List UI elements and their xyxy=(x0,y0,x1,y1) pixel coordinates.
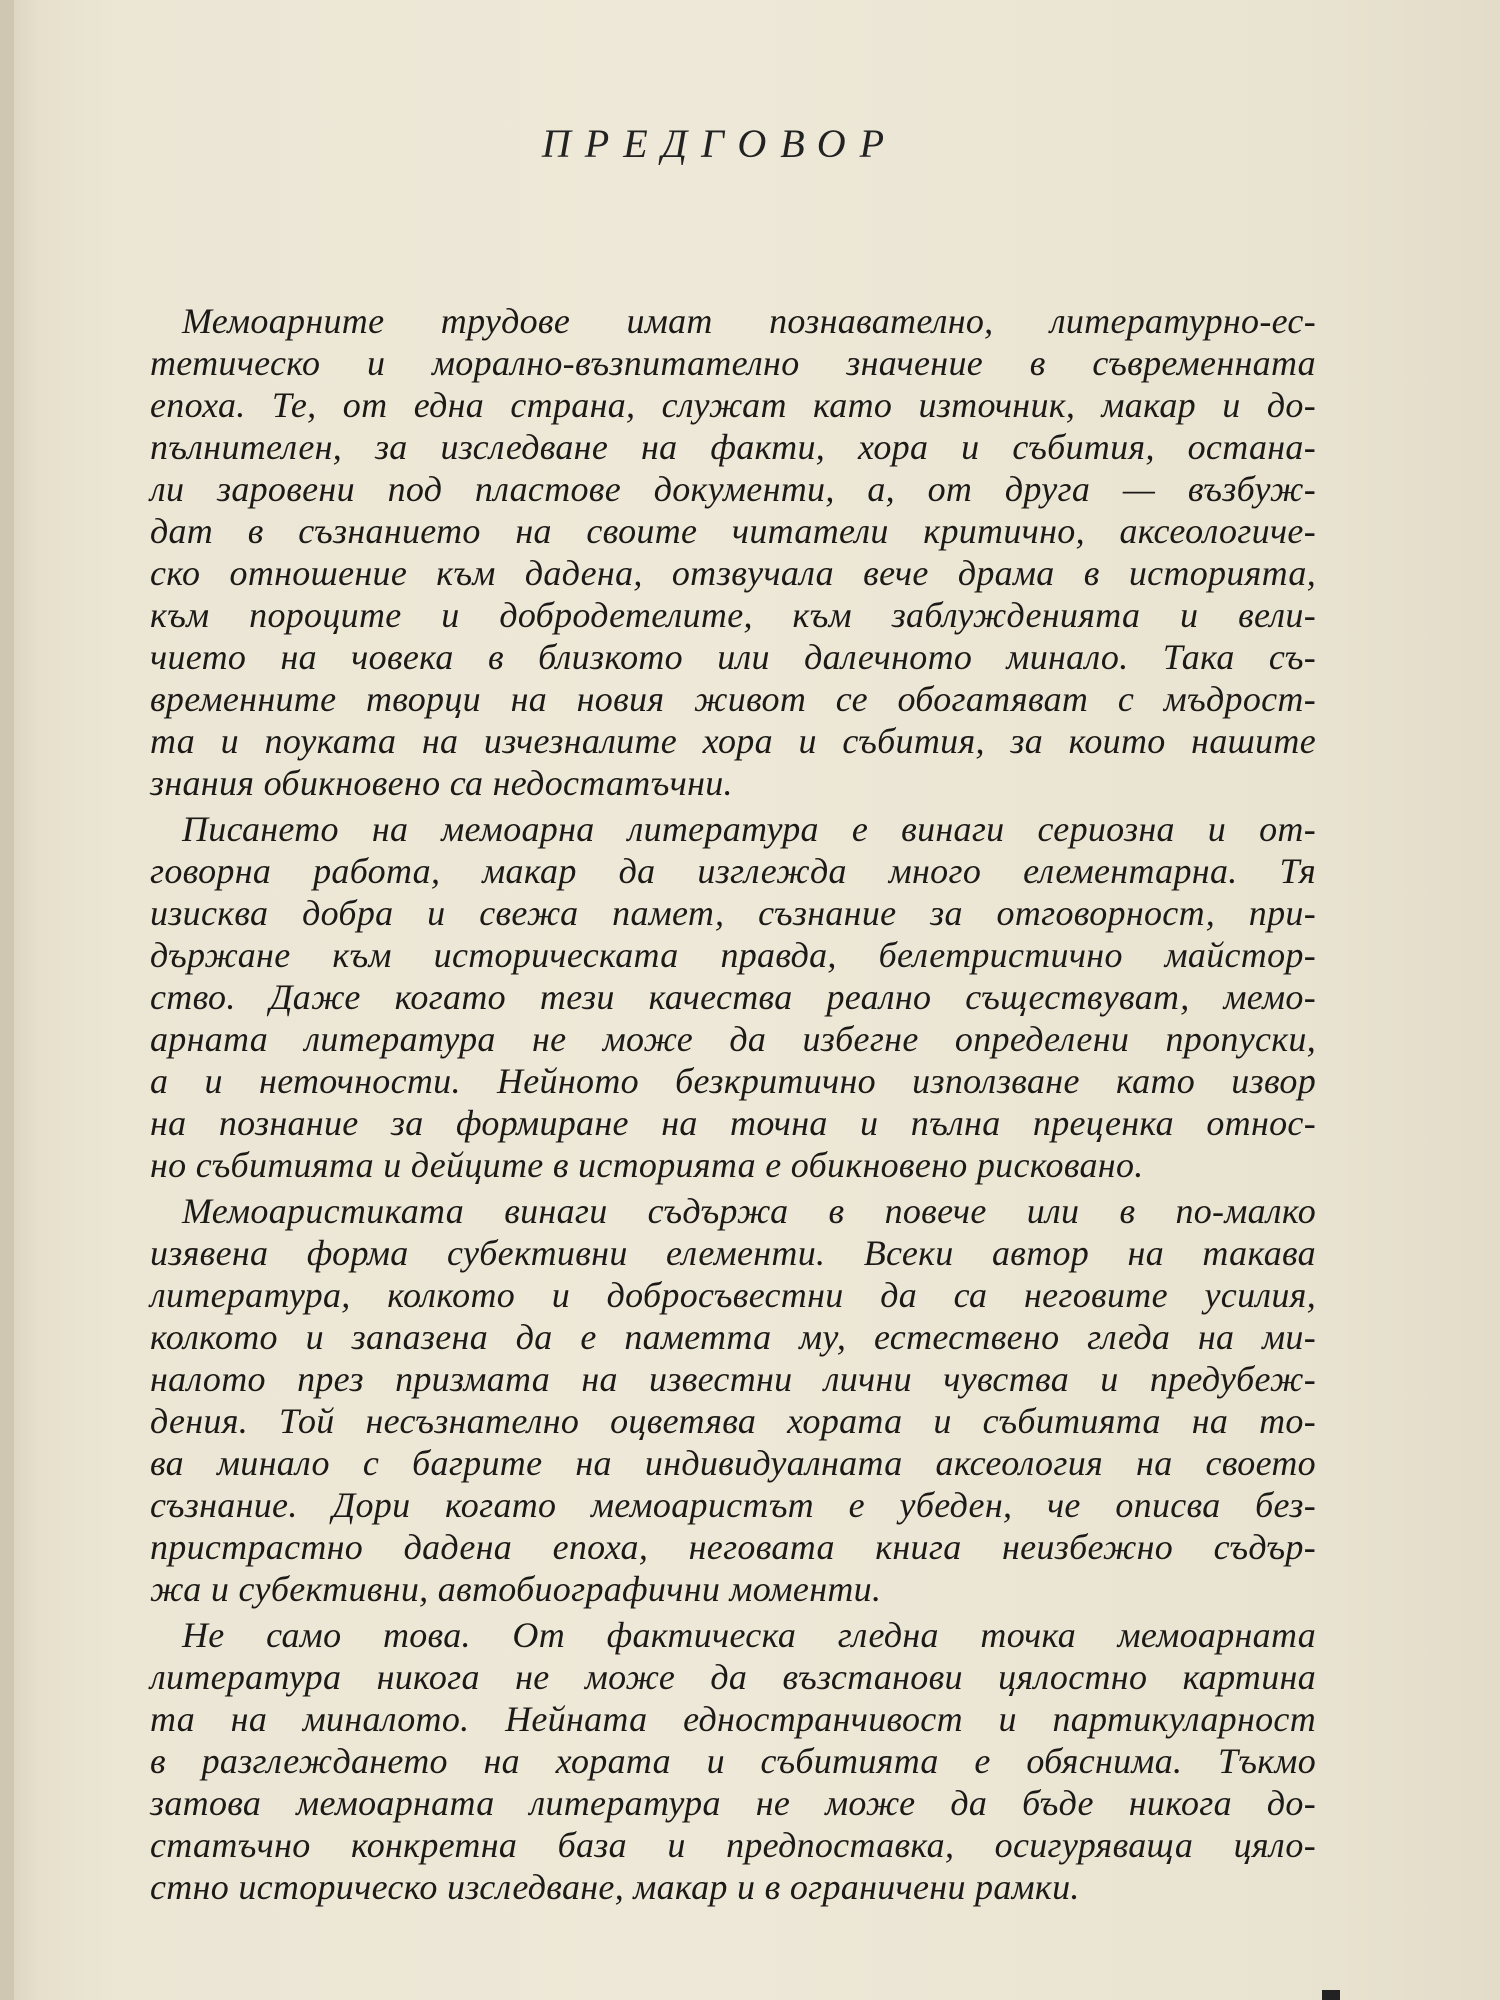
text-line: налото през призмата на известни лични чувства и предубеж- xyxy=(150,1359,1316,1399)
text-line: Мемоарните трудове имат познавателно, литературно-ес- xyxy=(182,301,1316,341)
preface-body xyxy=(150,300,1316,1912)
text-line: към пороците и добродетелите, към заблужденията и вели- xyxy=(150,595,1316,635)
paragraph xyxy=(150,1614,1316,1908)
text-line: та и поуката на изчезналите хора и събития, за които нашите xyxy=(150,721,1316,761)
text-line: колкото и запазена да е паметта му, естествено гледа на ми- xyxy=(150,1317,1316,1357)
text-line: изявена форма субективни елементи. Всеки автор на такава xyxy=(150,1233,1316,1273)
text-line: временните творци на новия живот се обогатяват с мъдрост- xyxy=(150,679,1316,719)
text-line: ство. Даже когато тези качества реално съществуват, мемо- xyxy=(150,977,1316,1017)
paragraph xyxy=(150,300,1316,804)
text-line: дат в съзнанието на своите читатели критично, аксеологиче- xyxy=(150,511,1316,551)
text-line: литература, колкото и добросъвестни да са неговите усилия, xyxy=(150,1275,1316,1315)
text-line: арната литература не може да избегне определени пропуски, xyxy=(150,1019,1316,1059)
text-line: ва минало с багрите на индивидуалната аксеология на своето xyxy=(150,1443,1316,1483)
page-edge xyxy=(0,0,14,2000)
text-line: стно историческо изследване, макар и в ограничени рамки. xyxy=(150,1867,1080,1907)
text-line: статъчно конкретна база и предпоставка, осигуряваща цяло- xyxy=(150,1825,1316,1865)
paragraph xyxy=(150,1190,1316,1610)
text-line: Мемоаристиката винаги съдържа в повече или в по-малко xyxy=(182,1191,1316,1231)
text-line: жа и субективни, автобиографични моменти. xyxy=(150,1569,882,1609)
text-line: ли заровени под пластове документи, а, от друга — възбуж- xyxy=(150,469,1316,509)
text-line: тетическо и морално-възпитателно значение в съвременната xyxy=(150,343,1316,383)
text-line: чието на човека в близкото или далечното минало. Така съ- xyxy=(150,637,1316,677)
text-line: пристрастно дадена епоха, неговата книга неизбежно съдър- xyxy=(150,1527,1316,1567)
text-line: но събитията и дейците в историята е обикновено рисковано. xyxy=(150,1145,1144,1185)
text-line: в разглеждането на хората и събитията е обяснима. Тъкмо xyxy=(150,1741,1316,1781)
text-line: Не само това. От фактическа гледна точка мемоарната xyxy=(182,1615,1316,1655)
text-line: та на миналото. Нейната едностранчивост и партикуларност xyxy=(150,1699,1316,1739)
text-line: съзнание. Дори когато мемоаристът е убеден, че описва без- xyxy=(150,1485,1316,1525)
text-line: пълнителен, за изследване на факти, хора и събития, остана- xyxy=(150,427,1316,467)
text-line: ско отношение към дадена, отзвучала вече драма в историята, xyxy=(150,553,1316,593)
paragraph xyxy=(150,808,1316,1186)
text-line: а и неточности. Нейното безкритично използване като извор xyxy=(150,1061,1316,1101)
text-line: на познание за формиране на точна и пълна преценка относ- xyxy=(150,1103,1316,1143)
page-corner-mark xyxy=(1322,1990,1340,2000)
text-line: изисква добра и свежа памет, съзнание за отговорност, при- xyxy=(150,893,1316,933)
text-line: държане към историческата правда, белетристично майстор- xyxy=(150,935,1316,975)
text-line: Писането на мемоарна литература е винаги сериозна и от- xyxy=(182,809,1316,849)
text-line: епоха. Те, от една страна, служат като източник, макар и до- xyxy=(150,385,1316,425)
text-line: говорна работа, макар да изглежда много елементарна. Тя xyxy=(150,851,1316,891)
text-line: литература никога не може да възстанови цялостно картина xyxy=(150,1657,1316,1697)
page-title: ПРЕДГОВОР xyxy=(541,121,899,166)
text-line: знания обикновено са недостатъчни. xyxy=(150,763,733,803)
text-line: дения. Той несъзнателно оцветява хората и събитията на то- xyxy=(150,1401,1316,1441)
text-line: затова мемоарната литература не може да бъде никога до- xyxy=(150,1783,1316,1823)
